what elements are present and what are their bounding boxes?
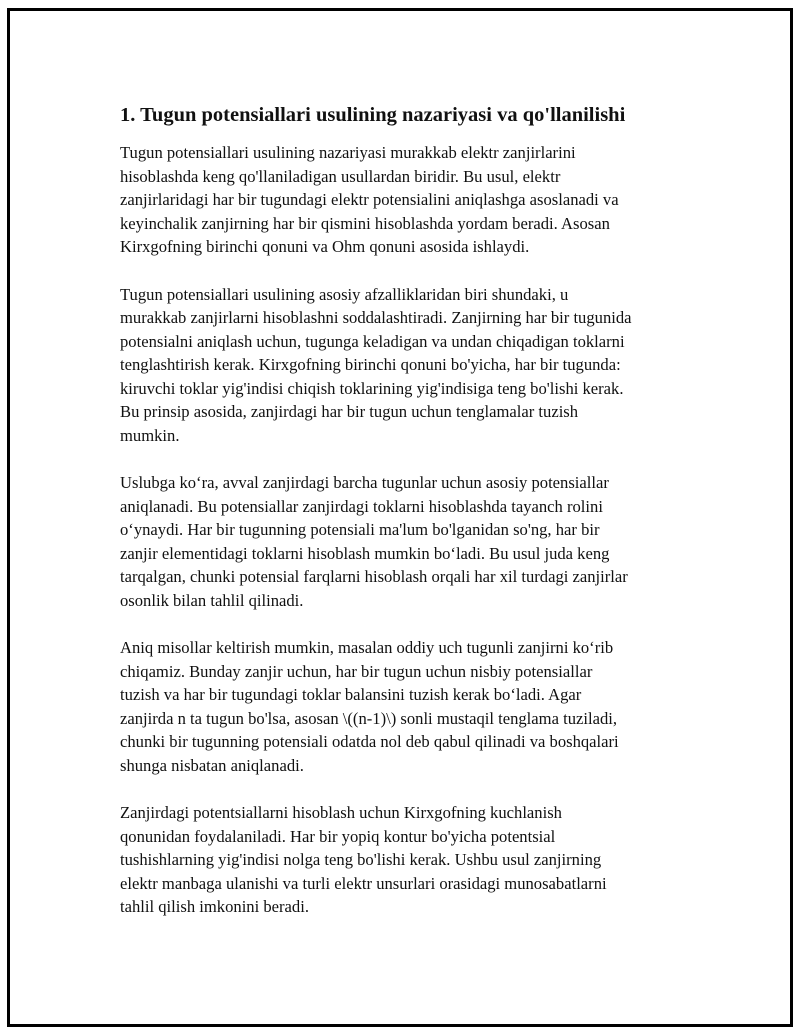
document-body xyxy=(120,102,710,943)
text-line: Aniq misollar keltirish mumkin, masalan oddiy uch tugunli zanjirni ko‘rib xyxy=(120,638,614,657)
text-line: o‘ynaydi. Har bir tugunning potensiali ma'lum bo'lganidan so'ng, har bir xyxy=(120,520,600,539)
text-line: hisoblashda keng qo'llaniladigan usullardan biridir. Bu usul, elektr xyxy=(120,166,561,186)
text-line: Tugun potensiallari usulining nazariyasi murakkab elektr zanjirlarini xyxy=(120,143,576,162)
page-frame xyxy=(7,8,793,1027)
paragraph-2 xyxy=(120,283,710,448)
text-line: zanjir elementidagi toklarni hisoblash mumkin bo‘ladi. Bu usul juda keng xyxy=(120,543,610,563)
text-line: murakkab zanjirlarni hisoblashni soddalashtiradi. Zanjirning har bir tugunida xyxy=(120,308,632,327)
paragraph-4 xyxy=(120,636,710,777)
text-line: aniqlanadi. Bu potensiallar zanjirdagi toklarni hisoblashda tayanch rolini xyxy=(120,496,603,516)
paragraph-1 xyxy=(120,141,710,259)
text-line: Bu prinsip asosida, zanjirdagi har bir tugun uchun tenglamalar tuzish xyxy=(120,402,579,421)
text-line: osonlik bilan tahlil qilinadi. xyxy=(120,590,304,610)
text-line: elektr manbaga ulanishi va turli elektr unsurlari orasidagi munosabatlarni xyxy=(120,873,607,893)
text-line: tenglashtirish kerak. Kirxgofning birinchi qonuni bo'yicha, har bir tugunda: xyxy=(120,355,621,374)
text-line: zanjirlaridagi har bir tugundagi elektr potensialini aniqlashga asoslanadi va xyxy=(120,190,619,209)
section-heading: 1. Tugun potensiallari usulining nazariyasi va qo'llanilishi xyxy=(120,104,626,126)
text-line: potensialni aniqlash uchun, tugunga keladigan va undan chiqadigan toklarni xyxy=(120,331,625,351)
text-line: tahlil qilish imkonini beradi. xyxy=(120,897,309,916)
text-line: zanjirda n ta tugun bo'lsa, asosan \((n-1)\) sonli mustaqil tenglama tuziladi, xyxy=(120,708,617,728)
text-line: Uslubga ko‘ra, avval zanjirdagi barcha tugunlar uchun asosiy potensiallar xyxy=(120,473,609,492)
text-line: tushishlarning yig'indisi nolga teng bo'lishi kerak. Ushbu usul zanjirning xyxy=(120,850,602,869)
text-line: Kirxgofning birinchi qonuni va Ohm qonuni asosida ishlaydi. xyxy=(120,237,530,256)
text-line: kiruvchi toklar yig'indisi chiqish toklarining yig'indisiga teng bo'lishi kerak. xyxy=(120,378,624,398)
paragraph-5 xyxy=(120,801,710,919)
text-line: mumkin. xyxy=(120,425,180,445)
text-line: keyinchalik zanjirning har bir qismini hisoblashda yordam beradi. Asosan xyxy=(120,213,610,233)
text-line: chiqamiz. Bunday zanjir uchun, har bir tugun uchun nisbiy potensiallar xyxy=(120,661,593,681)
paragraph-3 xyxy=(120,471,710,612)
text-line: qonunidan foydalaniladi. Har bir yopiq kontur bo'yicha potentsial xyxy=(120,826,556,846)
text-line: shunga nisbatan aniqlanadi. xyxy=(120,755,304,775)
text-line: Tugun potensiallari usulining asosiy afzalliklaridan biri shundaki, u xyxy=(120,284,569,304)
text-line: tarqalgan, chunki potensial farqlarni hisoblash orqali har xil turdagi zanjirlar xyxy=(120,567,628,586)
text-line: chunki bir tugunning potensiali odatda nol deb qabul qilinadi va boshqalari xyxy=(120,732,619,751)
text-line: Zanjirdagi potentsiallarni hisoblash uchun Kirxgofning kuchlanish xyxy=(120,803,562,822)
text-line: tuzish va har bir tugundagi toklar balansini tuzish kerak bo‘ladi. Agar xyxy=(120,685,582,704)
